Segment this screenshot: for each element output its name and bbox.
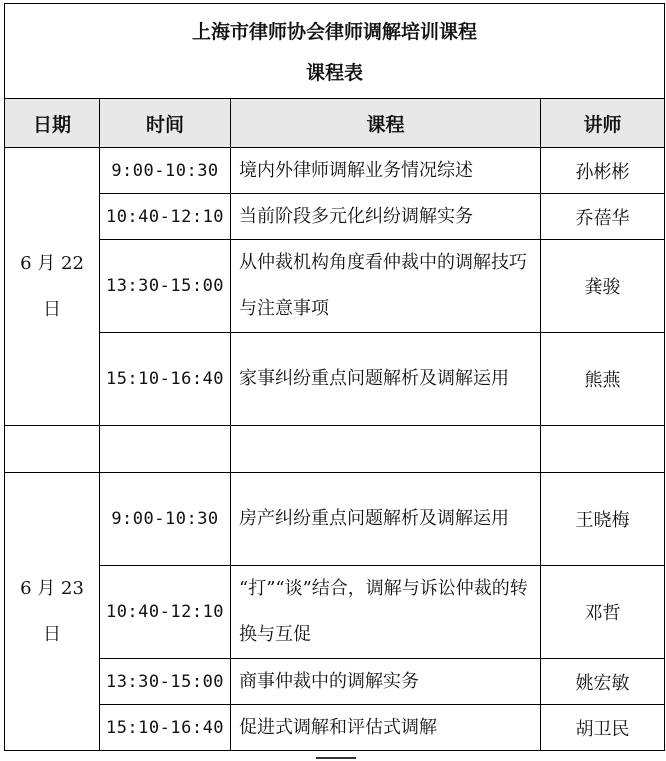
- empty-cell: [100, 426, 231, 473]
- course-cell: 当前阶段多元化纠纷调解实务: [231, 194, 541, 240]
- date-cell-day2: [5, 473, 100, 751]
- time-cell: 10:40-12:10: [100, 194, 231, 240]
- course-cell: 促进式调解和评估式调解: [231, 705, 541, 751]
- time-cell: 15:10-16:40: [100, 333, 231, 426]
- empty-cell: [5, 426, 100, 473]
- course-cell: 房产纠纷重点问题解析及调解运用: [231, 473, 541, 566]
- time-cell: 10:40-12:10: [100, 566, 231, 659]
- header-date: 日期: [5, 99, 100, 148]
- lecturer-cell: 王晓梅: [541, 473, 665, 566]
- course-cell: 境内外律师调解业务情况综述: [231, 148, 541, 194]
- time-cell: 13:30-15:00: [100, 240, 231, 333]
- time-cell: 9:00-10:30: [100, 148, 231, 194]
- header-row: [5, 99, 665, 148]
- lecturer-cell: 龚骏: [541, 240, 665, 333]
- time-cell: 9:00-10:30: [100, 473, 231, 566]
- lecturer-cell: 熊燕: [541, 333, 665, 426]
- course-cell: “打”“谈”结合，调解与诉讼仲裁的转换与互促: [231, 566, 541, 659]
- header-course: 课程: [231, 99, 541, 148]
- course-schedule-table: [4, 3, 665, 751]
- header-lecturer: 讲师: [541, 99, 665, 148]
- time-cell: 15:10-16:40: [100, 705, 231, 751]
- empty-cell: [231, 426, 541, 473]
- schedule-title: 上海市律师协会律师调解培训课程: [192, 20, 478, 43]
- table-row: [5, 148, 665, 194]
- empty-cell: [541, 426, 665, 473]
- table-row: [5, 333, 665, 426]
- date-day1: 6 月 22 日: [20, 252, 84, 320]
- lecturer-cell: 姚宏敏: [541, 659, 665, 705]
- course-cell: 家事纠纷重点问题解析及调解运用: [231, 333, 541, 426]
- lecturer-cell: 邓哲: [541, 566, 665, 659]
- course-cell: 从仲裁机构角度看仲裁中的调解技巧与注意事项: [231, 240, 541, 333]
- header-time: 时间: [100, 99, 231, 148]
- schedule-subtitle: 课程表: [306, 61, 364, 84]
- table-row: [5, 240, 665, 333]
- date-cell-day1: [5, 148, 100, 426]
- time-cell: 13:30-15:00: [100, 659, 231, 705]
- page-edge-mark: [316, 757, 356, 759]
- table-row: [5, 566, 665, 659]
- lecturer-cell: 胡卫民: [541, 705, 665, 751]
- lecturer-cell: 孙彬彬: [541, 148, 665, 194]
- date-day2: 6 月 23 日: [20, 577, 84, 645]
- table-row: [5, 194, 665, 240]
- course-cell: 商事仲裁中的调解实务: [231, 659, 541, 705]
- empty-row: [5, 426, 665, 473]
- title-cell: [5, 4, 665, 99]
- lecturer-cell: 乔蓓华: [541, 194, 665, 240]
- table-row: [5, 473, 665, 566]
- table-row: [5, 659, 665, 705]
- table-row: [5, 705, 665, 751]
